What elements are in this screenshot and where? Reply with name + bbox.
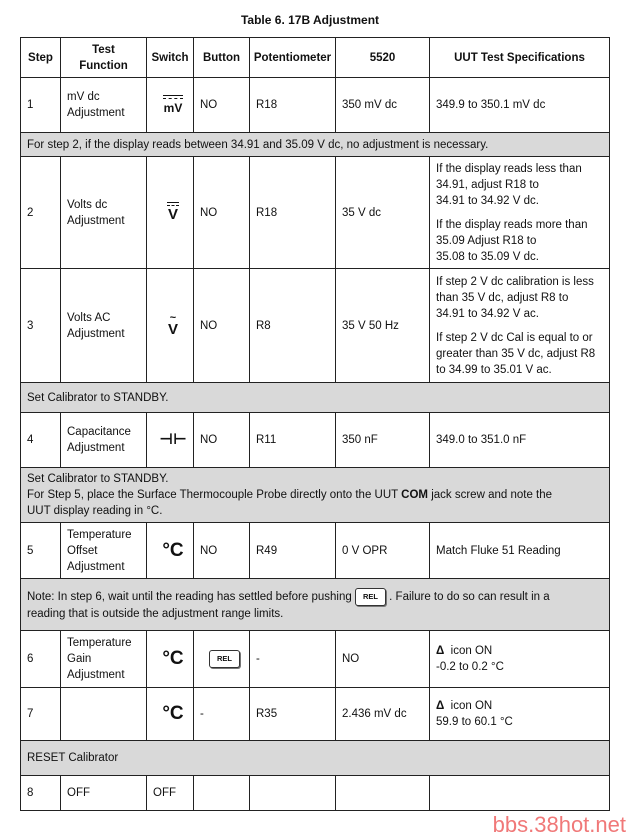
button-cell: NO: [194, 523, 250, 579]
spec-cell: Δ icon ON 59.9 to 60.1 °C: [430, 688, 610, 741]
header-test-function: Test Function: [61, 38, 147, 78]
button-cell: NO: [194, 157, 250, 269]
calibrator-cell: 35 V 50 Hz: [336, 269, 430, 383]
button-cell: [194, 776, 250, 811]
rel-button: REL: [209, 650, 240, 668]
note-step5: Set Calibrator to STANDBY. For Step 5, place the Surface Thermocouple Probe directly onto the UUT COM jack screw and note the UUT display reading in °C.: [21, 468, 610, 523]
table-title: Table 6. 17B Adjustment: [240, 13, 380, 27]
spec-cell: If the display reads less than 34.91, adjust R18 to 34.91 to 34.92 V dc. If the display reads more than 35.09 Adjust R18 to 35.08 to 35.09 V dc.: [430, 157, 610, 269]
spec-cell: 349.9 to 350.1 mV dc: [430, 78, 610, 133]
degc-icon: °C: [147, 523, 194, 579]
function-cell: Volts dc Adjustment: [61, 157, 147, 269]
capacitance-icon: ⊣⊢: [147, 413, 194, 468]
potentiometer-cell: R49: [250, 523, 336, 579]
function-cell: mV dc Adjustment: [61, 78, 147, 133]
calibrator-cell: 35 V dc: [336, 157, 430, 269]
watermark: bbs.38hot.net: [492, 812, 626, 837]
adjustment-table: [20, 37, 610, 811]
calibrator-cell: [336, 776, 430, 811]
note-row: [21, 133, 610, 157]
note-standby: Set Calibrator to STANDBY.: [21, 383, 610, 413]
table-row: [21, 631, 610, 688]
table-row: [21, 157, 610, 269]
step-cell: 5: [21, 523, 61, 579]
table-row: [21, 269, 610, 383]
potentiometer-cell: R35: [250, 688, 336, 741]
degc-icon: °C: [147, 688, 194, 741]
potentiometer-cell: R8: [250, 269, 336, 383]
spec-cell: 349.0 to 351.0 nF: [430, 413, 610, 468]
calibrator-cell: 2.436 mV dc: [336, 688, 430, 741]
degc-icon: °C: [147, 631, 194, 688]
potentiometer-cell: R18: [250, 78, 336, 133]
calibrator-cell: NO: [336, 631, 430, 688]
header-button: Button: [194, 38, 250, 78]
button-cell: [194, 631, 250, 688]
spec-cell: [430, 776, 610, 811]
potentiometer-cell: R11: [250, 413, 336, 468]
button-cell: NO: [194, 78, 250, 133]
note-row: [21, 468, 610, 523]
potentiometer-cell: R18: [250, 157, 336, 269]
mv-dc-icon: mV: [147, 78, 194, 133]
delta-icon: Δ: [436, 700, 445, 712]
function-cell: Volts AC Adjustment: [61, 269, 147, 383]
note-row: [21, 383, 610, 413]
function-cell: [61, 688, 147, 741]
button-cell: -: [194, 688, 250, 741]
step-cell: 1: [21, 78, 61, 133]
note-step2: For step 2, if the display reads between 34.91 and 35.09 V dc, no adjustment is necessary.: [21, 133, 610, 157]
v-dc-icon: V: [147, 157, 194, 269]
table-row: [21, 78, 610, 133]
step-cell: 2: [21, 157, 61, 269]
calibrator-cell: 350 mV dc: [336, 78, 430, 133]
note-row: [21, 741, 610, 776]
button-cell: NO: [194, 413, 250, 468]
header-switch: Switch: [147, 38, 194, 78]
step-cell: 4: [21, 413, 61, 468]
table-row: [21, 413, 610, 468]
step-cell: 7: [21, 688, 61, 741]
header-step: Step: [21, 38, 61, 78]
function-cell: Capacitance Adjustment: [61, 413, 147, 468]
note-step6: Note: In step 6, wait until the reading has settled before pushing REL . Failure to do so can result in a reading that is outside the adjustment range limits.: [21, 579, 610, 631]
calibrator-cell: 350 nF: [336, 413, 430, 468]
step-cell: 8: [21, 776, 61, 811]
step-cell: 3: [21, 269, 61, 383]
switch-cell: OFF: [147, 776, 194, 811]
table-header-row: [21, 38, 610, 78]
button-cell: NO: [194, 269, 250, 383]
header-potentiometer: Potentiometer: [250, 38, 336, 78]
spec-cell: If step 2 V dc calibration is less than 35 V dc, adjust R8 to 34.91 to 34.92 V ac. If step 2 V dc Cal is equal to or greater than 35 V dc, adjust R8 to 34.99 to 35.01 V ac.: [430, 269, 610, 383]
spec-cell: Δ icon ON -0.2 to 0.2 °C: [430, 631, 610, 688]
header-spec: UUT Test Specifications: [430, 38, 610, 78]
step-cell: 6: [21, 631, 61, 688]
function-cell: Temperature Gain Adjustment: [61, 631, 147, 688]
v-ac-icon: ~ V: [147, 269, 194, 383]
table-row: [21, 523, 610, 579]
function-cell: OFF: [61, 776, 147, 811]
spec-cell: Match Fluke 51 Reading: [430, 523, 610, 579]
delta-icon: Δ: [436, 645, 445, 657]
note-row: [21, 579, 610, 631]
header-calibrator: 5520: [336, 38, 430, 78]
note-reset: RESET Calibrator: [21, 741, 610, 776]
rel-button-icon: REL: [355, 588, 386, 606]
potentiometer-cell: [250, 776, 336, 811]
table-row: [21, 688, 610, 741]
table-row: [21, 776, 610, 811]
potentiometer-cell: -: [250, 631, 336, 688]
calibrator-cell: 0 V OPR: [336, 523, 430, 579]
function-cell: Temperature Offset Adjustment: [61, 523, 147, 579]
